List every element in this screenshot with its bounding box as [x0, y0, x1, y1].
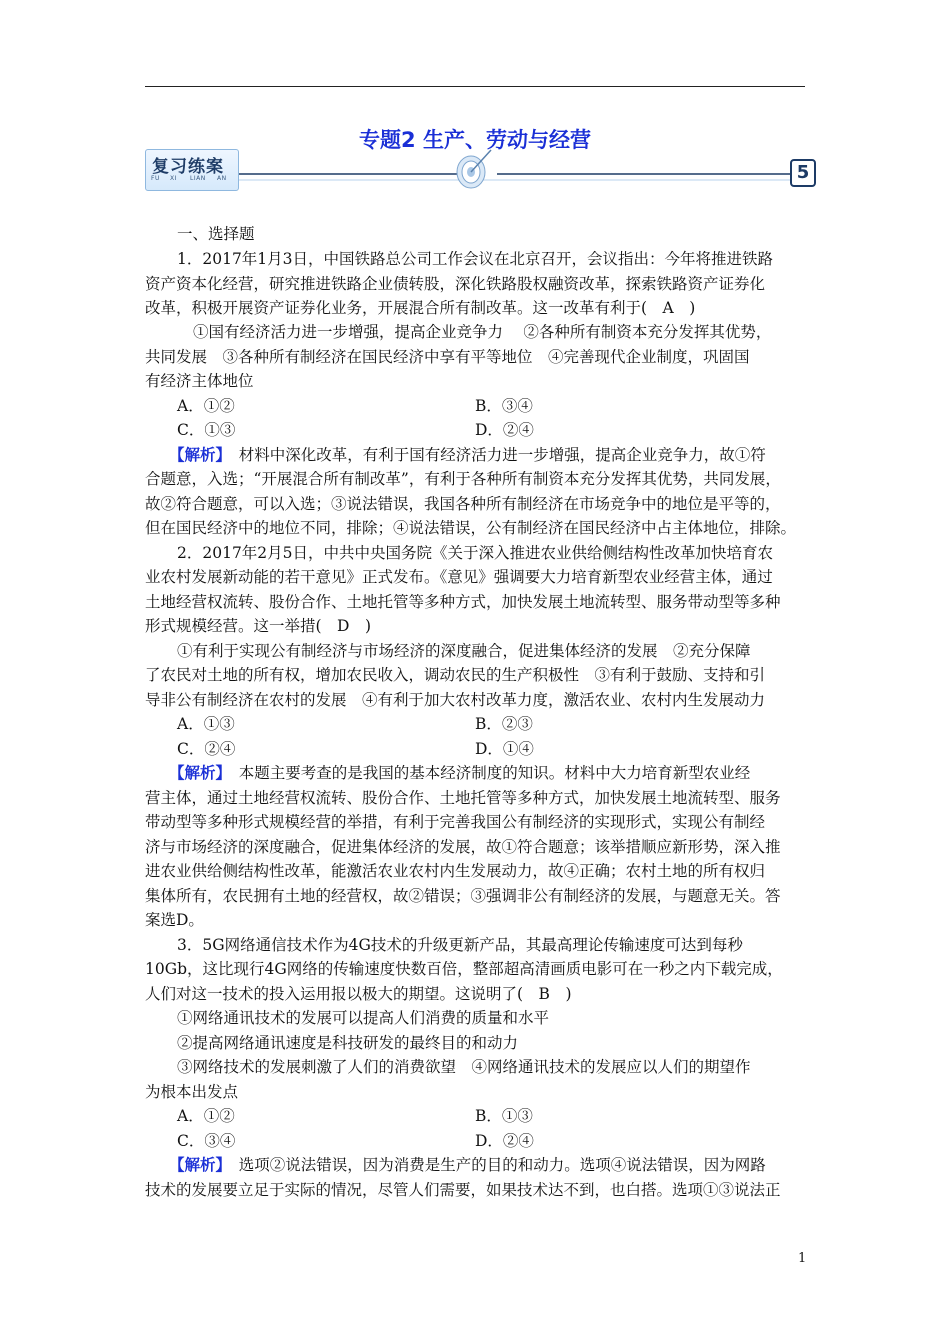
analysis-text: 本题主要考查的是我国的基本经济制度的知识。材料中大力培育新型农业经	[223, 764, 751, 782]
analysis-2-line: 集体所有，农民拥有土地的经营权，故②错误；③强调非公有制经济的发展，与题意无关。答	[145, 887, 781, 905]
top-rule	[145, 86, 805, 87]
analysis-label: 【解析】	[169, 763, 224, 782]
analysis-1-line: 故②符合题意，可以入选；③说法错误，我国各种所有制经济在市场竞争中的地位是平等的，	[145, 495, 781, 513]
analysis-label: 【解析】	[169, 1155, 224, 1174]
question-3-line: 10Gb，这比现行4G网络的传输速度快数百倍，整部超高清画质电影可在一秒之内下载完成，	[145, 960, 783, 978]
analysis-3-line: 技术的发展要立足于实际的情况，尽管人们需要，如果技术达不到，也白搭。选项①③说法正	[145, 1181, 781, 1199]
page-title: 专题2 生产、劳动与经营	[359, 128, 591, 152]
option-d: D．②④	[475, 1132, 534, 1150]
analysis-3	[169, 1155, 766, 1175]
option-d: D．①④	[475, 740, 534, 758]
section-heading: 一、选择题	[177, 225, 255, 243]
question-2-statements: 导非公有制经济在农村的发展 ④有利于加大农村改革力度，激活农业、农村内生发展动力	[145, 691, 766, 709]
analysis-1-line: 合题意，入选；“开展混合所有制改革”，有利于各种所有制资本充分发挥其优势，共同发展，	[145, 470, 781, 488]
option-b: B．①③	[475, 1107, 533, 1125]
question-1-statements: 共同发展 ③各种所有制经济在国民经济中享有平等地位 ④完善现代企业制度，巩固国	[145, 348, 750, 366]
analysis-1	[169, 445, 766, 465]
option-a: A．①②	[177, 397, 235, 415]
option-a: A．①②	[177, 1107, 235, 1125]
question-1-statements: 有经济主体地位	[145, 372, 254, 390]
option-a: A．①③	[177, 715, 235, 733]
analysis-text: 材料中深化改革，有利于国有经济活力进一步增强，提高企业竞争力，故①符	[223, 446, 766, 464]
badge-pinyin: LIAN	[190, 175, 206, 182]
analysis-2-line: 济与市场经济的深度融合，促进集体经济的发展，故①符合题意；该举措顺应新形势，深入推	[145, 838, 781, 856]
analysis-1-line: 但在国民经济中的地位不同，排除；④说法错误，公有制经济在国民经济中占主体地位，排除。	[145, 519, 797, 537]
question-2-line: 土地经营权流转、股份合作、土地托管等多种方式，加快发展土地流转型、服务带动型等多种	[145, 593, 781, 611]
question-3-statement: 为根本出发点	[145, 1083, 239, 1101]
analysis-2	[169, 763, 750, 783]
analysis-2-line: 带动型等多种形式规模经营的举措，有利于完善我国公有制经济的实现形式，实现公有制经	[145, 813, 766, 831]
badge-pinyin: FU	[151, 175, 160, 182]
section-banner	[145, 146, 817, 192]
question-3-line: 人们对这一技术的投入运用报以极大的期望。这说明了( B )	[145, 985, 572, 1003]
question-3-line: 3．5G网络通信技术作为4G技术的升级更新产品，其最高理论传输速度可达到每秒	[177, 936, 743, 954]
question-2-statements: 了农民对土地的所有权，增加农民收入，调动农民的生产积极性 ③有利于鼓励、支持和引	[145, 666, 766, 684]
question-3-statement: ①网络通讯技术的发展可以提高人们消费的质量和水平	[177, 1009, 550, 1027]
question-1-statements: ①国有经济活力进一步增强，提高企业竞争力 ②各种所有制资本充分发挥其优势，	[193, 323, 772, 341]
question-1-line: 改革，积极开展资产证券化业务，开展混合所有制改革。这一改革有利于( A )	[145, 299, 696, 317]
question-2-statements: ①有利于实现公有制经济与市场经济的深度融合，促进集体经济的发展 ②充分保障	[177, 642, 751, 660]
option-c: C．③④	[177, 1132, 236, 1150]
analysis-text: 选项②说法错误，因为消费是生产的目的和动力。选项④说法错误，因为网路	[223, 1156, 766, 1174]
question-3-statement: ③网络技术的发展刺激了人们的消费欲望 ④网络通讯技术的发展应以人们的期望作	[177, 1058, 751, 1076]
analysis-2-line: 营主体，通过土地经营权流转、股份合作、土地托管等多种方式，加快发展土地流转型、服务	[145, 789, 781, 807]
question-3-statement: ②提高网络通讯速度是科技研发的最终目的和动力	[177, 1034, 519, 1052]
target-icon	[457, 150, 491, 188]
badge-pinyin: AN	[217, 175, 227, 182]
page-number: 1	[798, 1251, 807, 1266]
option-b: B．②③	[475, 715, 533, 733]
section-number-badge: 5	[790, 159, 816, 187]
question-2-line: 2．2017年2月5日，中共中央国务院《关于深入推进农业供给侧结构性改革加快培育农	[177, 544, 774, 562]
option-d: D．②④	[475, 421, 534, 439]
analysis-label: 【解析】	[169, 445, 224, 464]
analysis-2-line: 案选D。	[145, 911, 204, 929]
option-c: C．①③	[177, 421, 236, 439]
option-b: B．③④	[475, 397, 533, 415]
question-2-line: 业农村发展新动能的若干意见》正式发布。《意见》强调要大力培育新型农业经营主体，通过	[145, 568, 773, 586]
badge-pinyin: XI	[170, 175, 177, 182]
question-1-line: 资产资本化经营，研究推进铁路企业债转股，深化铁路股权融资改革，探索铁路资产证券化	[145, 275, 766, 293]
question-1-line: 1．2017年1月3日，中国铁路总公司工作会议在北京召开，会议指出：今年将推进铁路	[177, 250, 774, 268]
analysis-2-line: 进农业供给侧结构性改革，能激活农业农村内生发展动力，故④正确；农村土地的所有权归	[145, 862, 766, 880]
question-2-line: 形式规模经营。这一举措( D )	[145, 617, 372, 635]
badge-title: 复习练案	[152, 157, 224, 177]
option-c: C．②④	[177, 740, 236, 758]
